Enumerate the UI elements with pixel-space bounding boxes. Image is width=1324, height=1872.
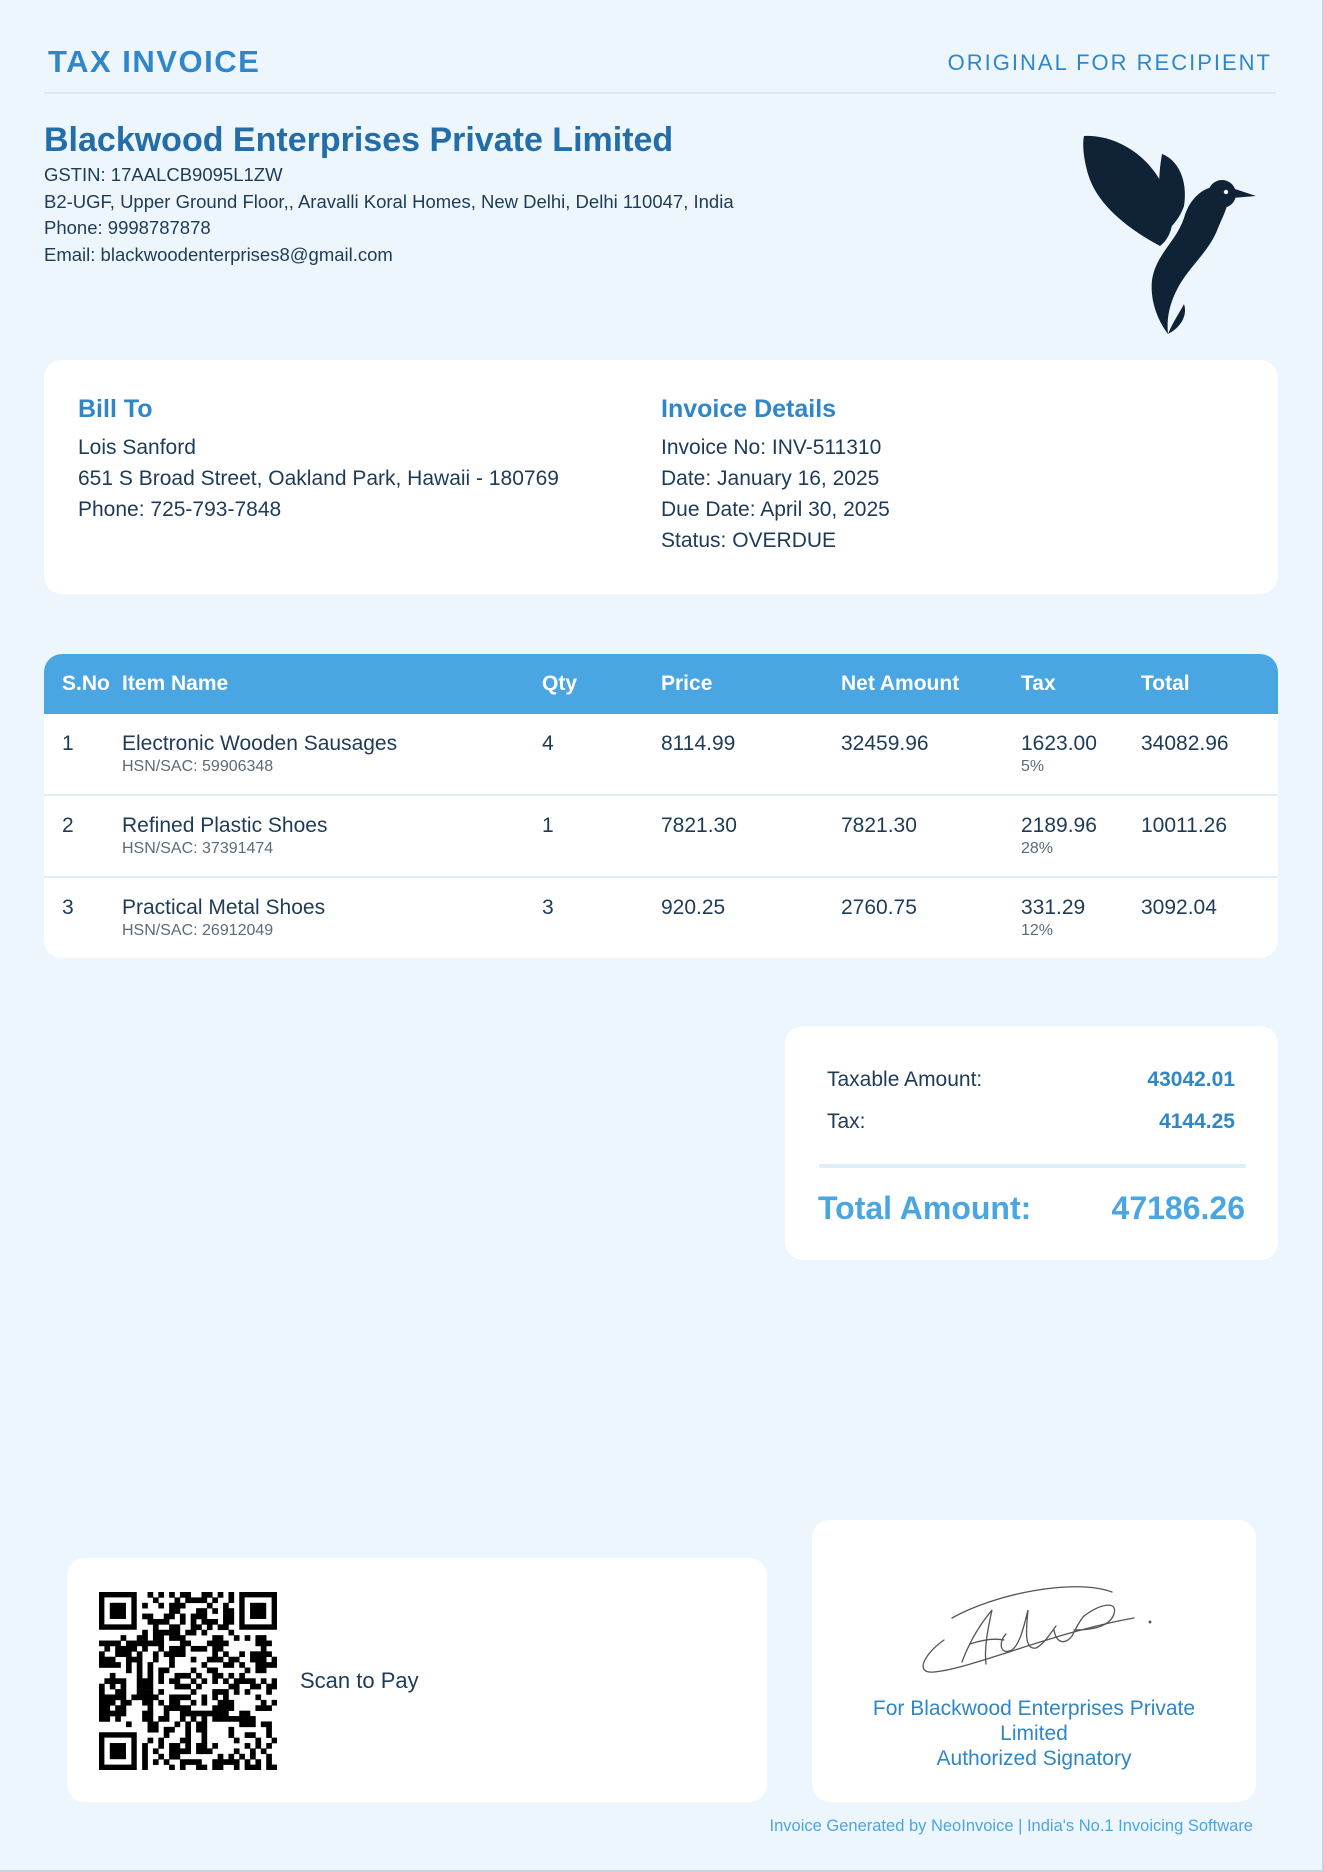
row-hsn: HSN/SAC: 26912049: [122, 922, 274, 939]
row-item-name: Electronic Wooden Sausages: [122, 732, 398, 755]
signatory-text: [832, 1696, 1236, 1771]
row-hsn: HSN/SAC: 37391474: [122, 840, 274, 857]
handwritten-signature: [904, 1570, 1164, 1680]
row-tax: 1623.00: [1021, 732, 1097, 755]
invoice-details-heading: Invoice Details: [661, 395, 837, 423]
company-address: B2-UGF, Upper Ground Floor,, Aravalli Koral Homes, New Delhi, Delhi 110047, India: [44, 190, 734, 212]
row-tax-rate: 12%: [1021, 922, 1054, 939]
tax-label: Tax:: [827, 1110, 866, 1133]
document-title: TAX INVOICE: [48, 44, 261, 79]
row-sno: 3: [62, 896, 74, 919]
invoice-number: Invoice No: INV-511310: [661, 436, 882, 459]
row-sno: 1: [62, 732, 74, 755]
row-price: 7821.30: [661, 814, 737, 837]
invoice-details-section: [661, 392, 890, 556]
row-total: 34082.96: [1141, 732, 1229, 755]
row-qty: 1: [542, 814, 554, 837]
column-header-qty: Qty: [542, 672, 578, 695]
signatory-card: [812, 1520, 1256, 1802]
taxable-amount-label: Taxable Amount:: [827, 1068, 983, 1091]
footer-credit: Invoice Generated by NeoInvoice | India's No.1 Invoicing Software: [769, 1817, 1253, 1835]
row-total: 10011.26: [1141, 814, 1228, 837]
row-tax-rate: 5%: [1021, 758, 1045, 775]
signatory-line-2: Limited: [1000, 1722, 1068, 1745]
table-row: [44, 714, 1278, 796]
totals-divider: [819, 1164, 1246, 1168]
company-phone: Phone: 9998787878: [44, 217, 211, 238]
column-header-price: Price: [661, 672, 713, 695]
row-hsn: HSN/SAC: 59906348: [122, 758, 274, 775]
hummingbird-logo-icon: [1076, 128, 1260, 338]
row-price: 920.25: [661, 896, 726, 919]
table-row: [44, 878, 1278, 958]
company-gstin: GSTIN: 17AALCB9095L1ZW: [44, 164, 283, 185]
invoice-date: Date: January 16, 2025: [661, 467, 880, 490]
line-items-table: [44, 654, 1278, 958]
copy-label: ORIGINAL FOR RECIPIENT: [947, 50, 1272, 75]
scan-to-pay-label: Scan to Pay: [300, 1668, 419, 1693]
row-tax: 2189.96: [1021, 814, 1097, 837]
row-item-name: Refined Plastic Shoes: [122, 814, 328, 837]
bill-and-invoice-details-card: [44, 360, 1278, 594]
bill-to-heading: Bill To: [78, 395, 153, 423]
qr-code-icon[interactable]: [99, 1592, 277, 1770]
row-net-amount: 32459.96: [841, 732, 929, 755]
customer-phone: Phone: 725-793-7848: [78, 498, 282, 521]
company-info: [44, 118, 944, 268]
column-header-net-amount: Net Amount: [841, 672, 960, 695]
invoice-header: [44, 40, 1276, 94]
taxable-amount-value: 43042.01: [1147, 1068, 1235, 1091]
company-name: Blackwood Enterprises Private Limited: [44, 121, 674, 159]
row-tax-rate: 28%: [1021, 840, 1054, 857]
invoice-due-date: Due Date: April 30, 2025: [661, 498, 890, 521]
row-total: 3092.04: [1141, 896, 1217, 919]
table-row: [44, 796, 1278, 878]
row-net-amount: 2760.75: [841, 896, 917, 919]
row-tax: 331.29: [1021, 896, 1086, 919]
row-net-amount: 7821.30: [841, 814, 917, 837]
column-header-total: Total: [1141, 672, 1190, 695]
row-sno: 2: [62, 814, 74, 837]
signatory-line-3: Authorized Signatory: [936, 1747, 1132, 1770]
totals-card: [785, 1026, 1278, 1260]
customer-address: 651 S Broad Street, Oakland Park, Hawaii - 180769: [78, 467, 559, 490]
bill-to-section: [78, 392, 559, 525]
row-qty: 4: [542, 732, 554, 755]
customer-name: Lois Sanford: [78, 436, 196, 459]
row-qty: 3: [542, 896, 554, 919]
row-price: 8114.99: [661, 732, 736, 755]
signatory-line-1: For Blackwood Enterprises Private: [872, 1697, 1196, 1720]
row-item-name: Practical Metal Shoes: [122, 896, 326, 919]
column-header-sno: S.No: [62, 672, 110, 695]
table-header-row: [44, 654, 1278, 714]
total-amount-label: Total Amount:: [818, 1190, 1032, 1226]
payment-card: [67, 1558, 767, 1802]
tax-value: 4144.25: [1159, 1110, 1235, 1133]
total-amount-value: 47186.26: [1111, 1190, 1245, 1226]
column-header-item-name: Item Name: [122, 672, 229, 695]
invoice-status: Status: OVERDUE: [661, 529, 837, 552]
company-email: Email: blackwoodenterprises8@gmail.com: [44, 243, 393, 265]
column-header-tax: Tax: [1021, 672, 1056, 695]
